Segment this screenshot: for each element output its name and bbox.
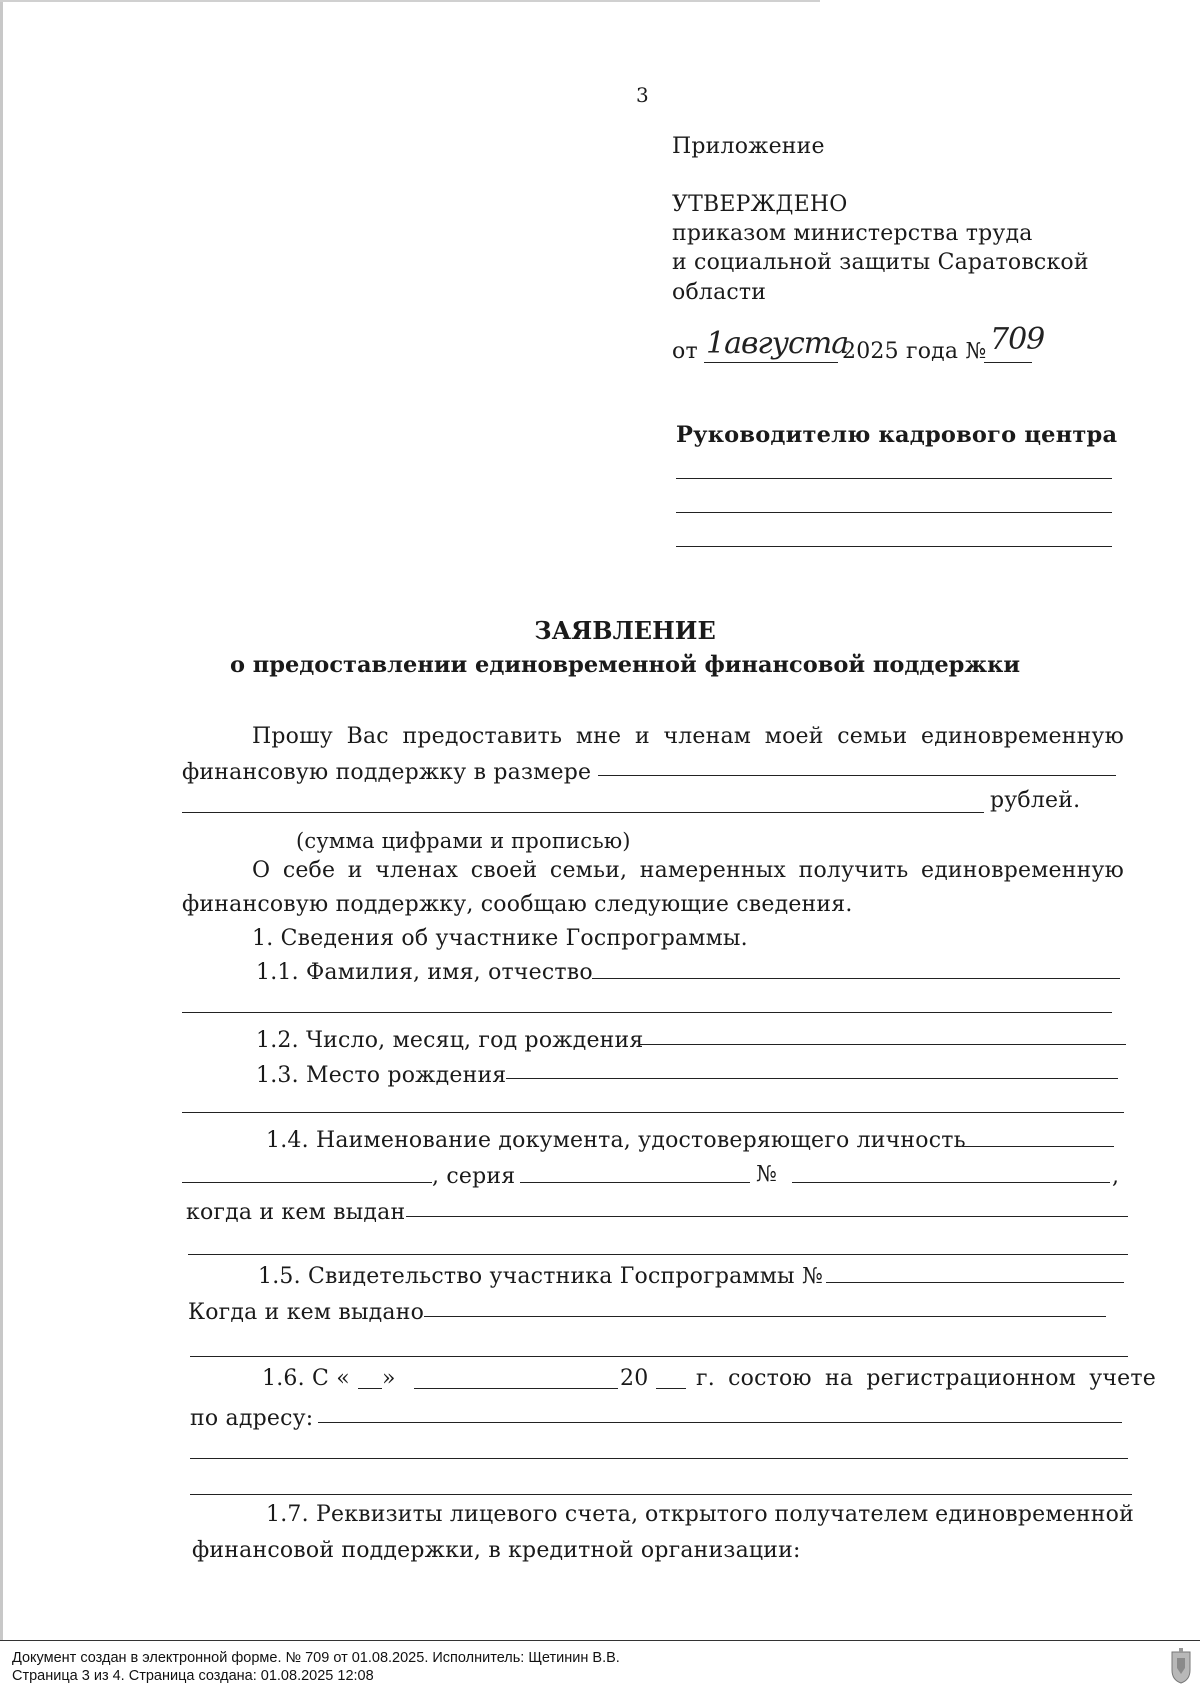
field-1-6-address-label: по адресу: xyxy=(190,1406,314,1431)
field-1-4-issued-input-line-1[interactable] xyxy=(406,1216,1128,1217)
amount-field-line-2[interactable] xyxy=(182,812,984,813)
footer-line-2: Страница 3 из 4. Страница создана: 01.08.2025 12:08 xyxy=(12,1668,374,1684)
field-1-1-label: 1.1. Фамилия, имя, отчество xyxy=(256,960,593,985)
coat-of-arms-icon xyxy=(1170,1648,1192,1684)
order-date-prefix: от xyxy=(672,339,698,364)
field-1-4-doc-input-line-1[interactable] xyxy=(962,1146,1114,1147)
field-1-6-text xyxy=(696,1364,1156,1394)
footer-line-1: Документ создан в электронной форме. № 709 от 01.08.2025. Исполнитель: Щетинин В.В. xyxy=(12,1650,620,1666)
word: членам xyxy=(663,724,752,749)
paragraph-request-line-1 xyxy=(252,722,1124,752)
field-1-4-issued-label: когда и кем выдан xyxy=(186,1200,406,1225)
approved-label: УТВЕРЖДЕНО xyxy=(672,192,848,217)
field-1-6-year-input[interactable] xyxy=(656,1388,686,1389)
field-1-4-number-input[interactable] xyxy=(792,1182,1110,1183)
word: семьи, xyxy=(549,858,628,883)
series-label: , серия xyxy=(432,1164,516,1189)
number-sign-label: № xyxy=(756,1162,778,1187)
field-1-4-issued-input-line-2[interactable] xyxy=(188,1254,1128,1255)
field-1-5-issued-input-line-2[interactable] xyxy=(190,1356,1128,1357)
field-1-6-text-content: г. состою на регистрационном учете xyxy=(696,1366,1156,1391)
order-date-suffix: 2025 года № xyxy=(842,339,987,364)
number-underline xyxy=(984,362,1032,363)
word: 1.7. Реквизиты лицевого счета, xyxy=(266,1502,639,1527)
field-1-1-input-line-2[interactable] xyxy=(182,1012,1112,1013)
field-1-2-input[interactable] xyxy=(640,1044,1126,1045)
word: Вас xyxy=(346,724,389,749)
field-1-6-address-input-line-3[interactable] xyxy=(190,1494,1132,1495)
field-1-6-start: 1.6. С « xyxy=(262,1366,350,1391)
word: единовременную xyxy=(920,858,1124,883)
word: единовременной xyxy=(935,1502,1134,1527)
word: получить xyxy=(798,858,909,883)
field-1-7-line-1 xyxy=(266,1500,1134,1530)
electronic-document-footer xyxy=(0,1640,1200,1698)
word: Прошу xyxy=(252,724,333,749)
appendix-label: Приложение xyxy=(672,134,825,159)
scan-top-edge xyxy=(0,0,820,2)
order-line-1: приказом министерства труда xyxy=(672,221,1033,246)
field-1-4-label: 1.4. Наименование документа, удостоверяющего личность xyxy=(266,1128,966,1153)
addressee-line-3 xyxy=(676,546,1112,547)
field-1-5-issued-label: Когда и кем выдано xyxy=(188,1300,425,1325)
paragraph-info-line-2: финансовую поддержку, сообщаю следующие сведения. xyxy=(182,892,853,917)
rubles-label: рублей. xyxy=(990,788,1081,813)
field-1-3-input-line-1[interactable] xyxy=(506,1078,1118,1079)
field-1-6-quote-close: » xyxy=(382,1366,396,1391)
addressee: Руководителю кадрового центра xyxy=(676,422,1118,448)
page-number: 3 xyxy=(636,83,649,107)
field-1-1-input-line-1[interactable] xyxy=(592,978,1120,979)
field-1-6-address-input-line-1[interactable] xyxy=(318,1422,1122,1423)
section-1-heading: 1. Сведения об участнике Госпрограммы. xyxy=(252,926,748,951)
word: получателем xyxy=(774,1502,929,1527)
addressee-line-1 xyxy=(676,478,1112,479)
field-1-6-address-input-line-2[interactable] xyxy=(190,1458,1128,1459)
document-title: ЗАЯВЛЕНИЕ xyxy=(534,616,716,645)
word: своей xyxy=(470,858,538,883)
word: семьи xyxy=(837,724,908,749)
field-1-5-input[interactable] xyxy=(826,1282,1124,1283)
word: единовременную xyxy=(921,724,1124,749)
field-1-5-label: 1.5. Свидетельство участника Госпрограммы № xyxy=(258,1264,823,1289)
field-1-4-doc-input-line-2[interactable] xyxy=(182,1182,432,1183)
word: и xyxy=(634,724,650,749)
field-1-3-input-line-2[interactable] xyxy=(182,1112,1124,1113)
order-date-handwritten: 1августа xyxy=(706,326,849,361)
word: мне xyxy=(575,724,622,749)
order-line-3: области xyxy=(672,280,767,305)
word: и xyxy=(347,858,363,883)
word: моей xyxy=(764,724,824,749)
word: членах xyxy=(375,858,459,883)
field-1-2-label: 1.2. Число, месяц, год рождения xyxy=(256,1028,644,1053)
amount-field-line-1[interactable] xyxy=(598,775,1116,776)
field-1-3-label: 1.3. Место рождения xyxy=(256,1063,507,1088)
word: О xyxy=(252,858,271,883)
page-edge xyxy=(0,0,3,1640)
field-1-7-line-2: финансовой поддержки, в кредитной организации: xyxy=(192,1538,801,1563)
word: предоставить xyxy=(402,724,563,749)
word: открытого xyxy=(645,1502,768,1527)
date-underline xyxy=(704,362,838,363)
addressee-line-2 xyxy=(676,512,1112,513)
field-1-6-month-input[interactable] xyxy=(414,1388,618,1389)
order-line-2: и социальной защиты Саратовской xyxy=(672,250,1089,275)
sum-hint: (сумма цифрами и прописью) xyxy=(296,829,631,853)
order-number-handwritten: 709 xyxy=(990,322,1045,357)
field-1-4-series-input[interactable] xyxy=(520,1182,750,1183)
paragraph-info-line-1 xyxy=(252,856,1124,886)
document-subtitle: о предоставлении единовременной финансовой поддержки xyxy=(229,652,1021,678)
comma: , xyxy=(1112,1164,1120,1189)
paragraph-request-line-2: финансовую поддержку в размере xyxy=(182,760,592,785)
field-1-5-issued-input-line-1[interactable] xyxy=(424,1316,1106,1317)
word: намеренных xyxy=(639,858,787,883)
field-1-6-day-input[interactable] xyxy=(358,1388,382,1389)
field-1-6-century: 20 xyxy=(620,1366,649,1391)
word: себе xyxy=(282,858,336,883)
